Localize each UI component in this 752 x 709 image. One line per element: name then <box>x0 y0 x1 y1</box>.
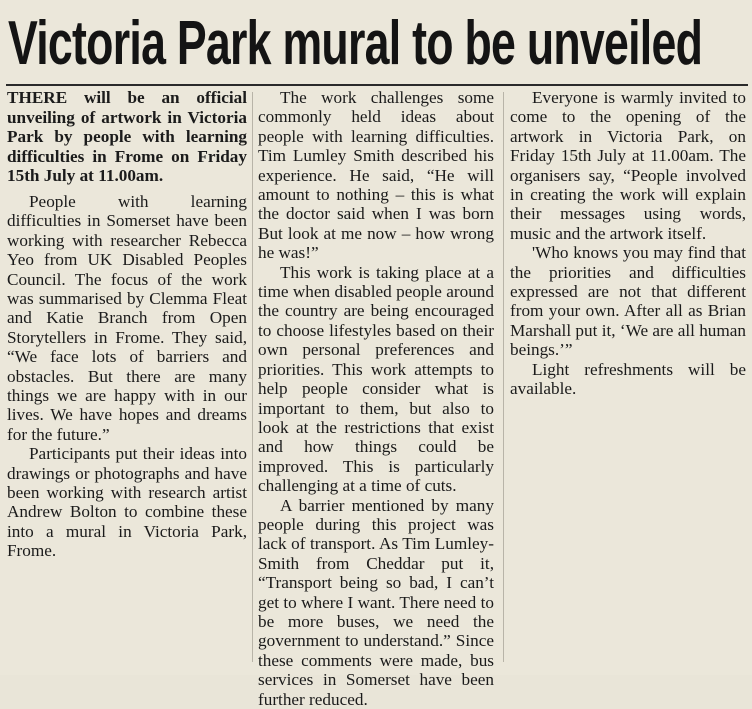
paragraph-6: Everyone is warmly invited to come to the opening of the artwork in Victoria Park, on Friday 15th July at 11.00am. The organisers say, “People involved in creating the work will explain their messages using words, music and the artwork itself. <box>510 88 746 243</box>
paragraph-5-start <box>258 496 494 709</box>
paragraph-1: People with learning difficulties in Somerset have been working with researcher Rebecca Yeo from UK Disabled Peoples Council. The focus of the work was summarised by Clemma Fleat and Katie Branch from Open Storytellers in Frome. They said, “We face lots of barriers and obstacles. But there are many things we are happy with in our lives. We have hopes and dreams for the future.” <box>7 191 247 444</box>
column-1 <box>7 88 247 561</box>
column-2 <box>258 88 494 709</box>
headline: Victoria Park mural to be unveiled <box>8 9 703 78</box>
headline-rule <box>6 84 748 86</box>
column-divider <box>252 92 253 662</box>
paragraph-5: A barrier mentioned by many people during this project was lack of transport. As Tim Lumley-Smith from Cheddar put it, “Transport being so bad, I can’t get to where I want. There need to be more buses, we need the government to understand.” Since these comments were made, bus services in Somerset have been further reduced. <box>258 495 494 709</box>
paragraph-8: Light refreshments will be available. <box>510 359 746 399</box>
paragraph-7: 'Who knows you may find that the priorities and difficulties expressed are not that different from your own. After all as Brian Marshall put it, ‘We are all human beings.’” <box>510 243 746 360</box>
column-divider <box>503 92 504 662</box>
paragraph-4: This work is taking place at a time when disabled people around the country are being encouraged to choose lifestyles based on their own personal preferences and priorities. This work attempts to help people consider what is important to them, but also to look at the restrictions that exist and how things could be improved. This is particularly challenging at a time of cuts. <box>258 262 494 496</box>
lead-paragraph: THERE will be an official unveiling of artwork in Victoria Park by people with learning difficulties in Frome on Friday 15th July at 11.00am. <box>7 88 247 186</box>
column-3 <box>510 88 746 399</box>
paragraph-2: Participants put their ideas into drawings or photographs and have been working with research artist Andrew Bolton to combine these into a mural in Victoria Park, Frome. <box>7 444 247 561</box>
paragraph-3: The work challenges some commonly held ideas about people with learning difficulties. Tim Lumley Smith described his experience. He said, “He will amount to nothing – this is what the doctor said when I was born But look at me now – how wrong he was!” <box>258 88 494 263</box>
